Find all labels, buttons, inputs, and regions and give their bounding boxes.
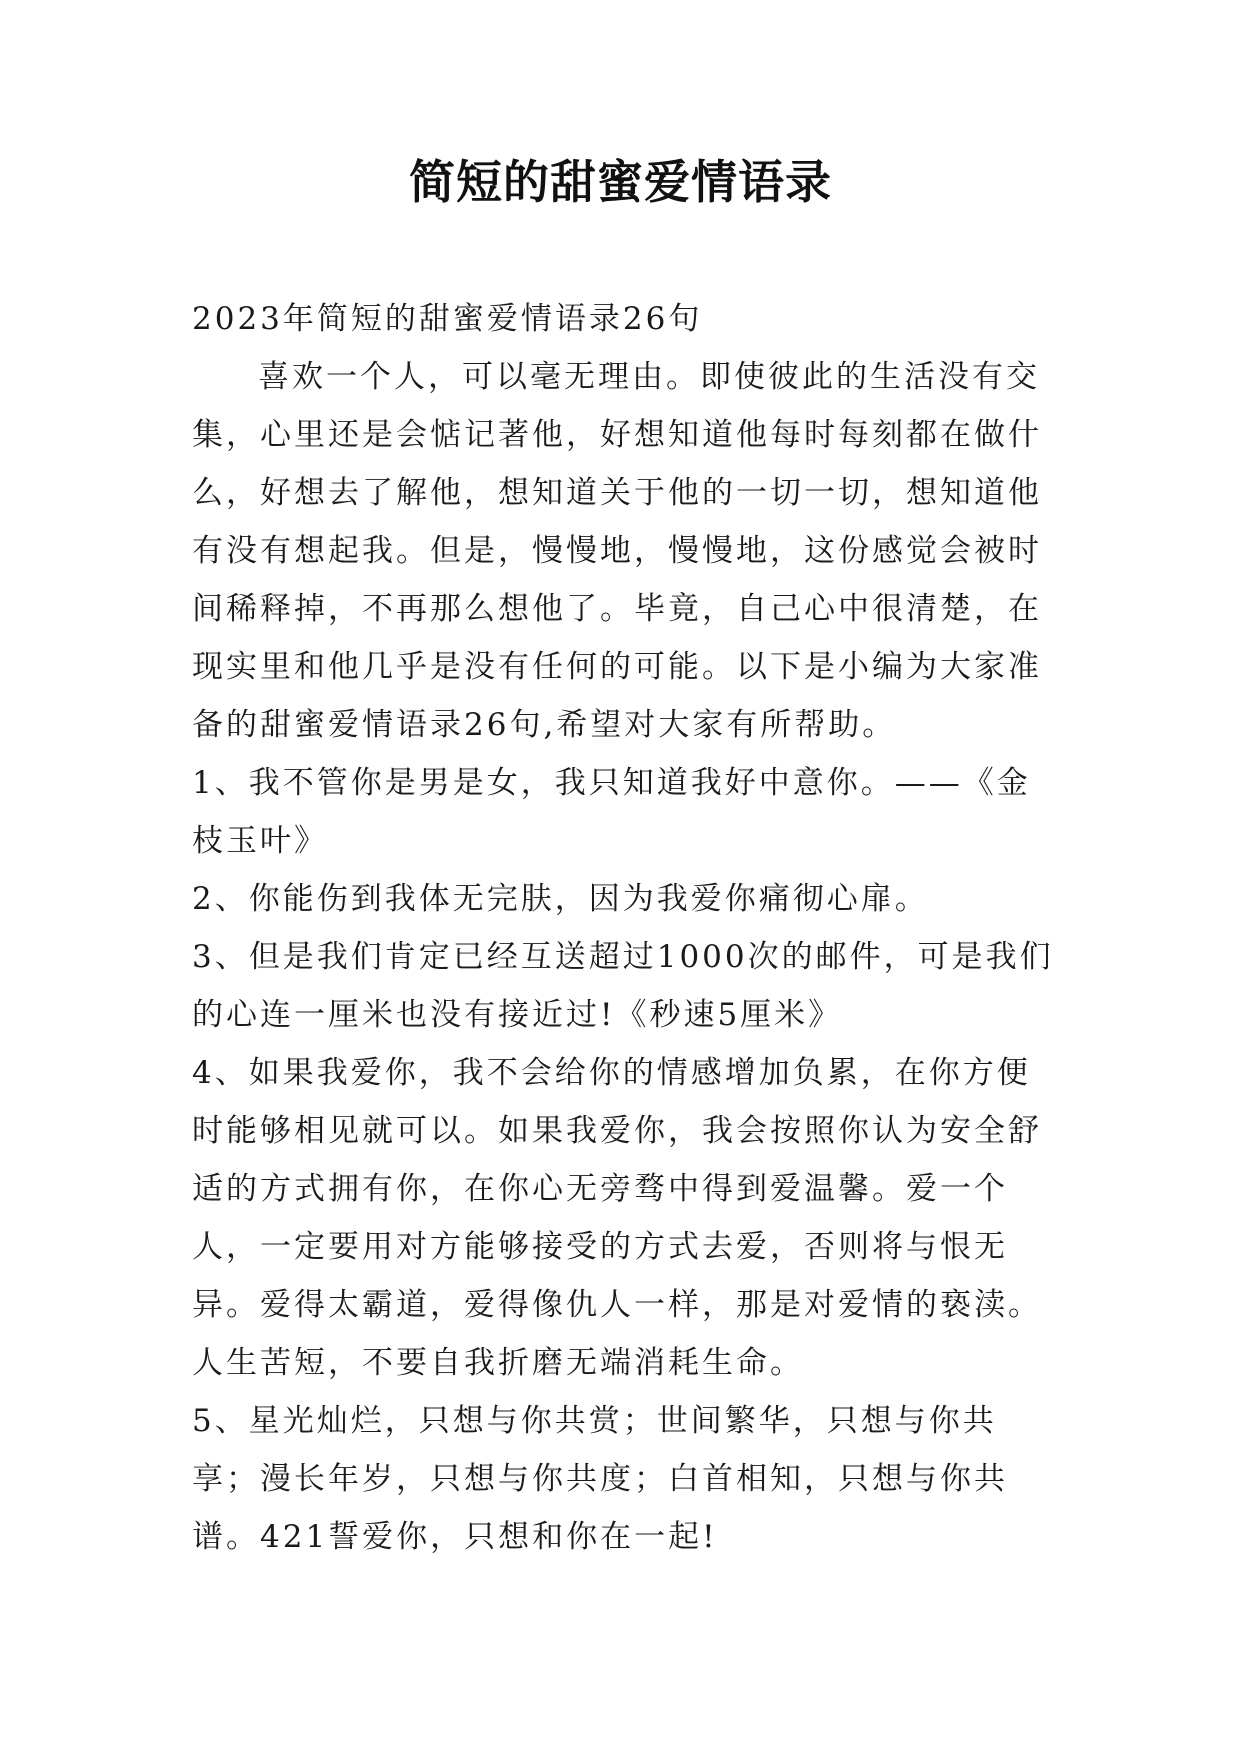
quote-item-2: 2、你能伤到我体无完肤，因为我爱你痛彻心扉。: [192, 881, 929, 917]
intro-paragraph: 喜欢一个人，可以毫无理由。即使彼此的生活没有交集，心里还是会惦记著他，好想知道他每时每刻都在做什么，好想去了解他，想知道关于他的一切一切，想知道他有没有想起我。但是，慢慢地，慢慢地，这份感觉会被时间稀释掉，不再那么想他了。毕竟，自己心中很清楚，在现实里和他几乎是没有任何的可能。以下是小编为大家准备的甜蜜爱情语录26句,希望对大家有所帮助。: [192, 359, 1042, 743]
document-body: [192, 290, 1062, 1566]
document-title: 简短的甜蜜爱情语录: [409, 155, 832, 209]
quote-item-3: 3、但是我们肯定已经互送超过1000次的邮件，可是我们的心连一厘米也没有接近过!《秒速5厘米》: [192, 939, 1054, 1033]
document-subtitle: 2023年简短的甜蜜爱情语录26句: [192, 301, 703, 337]
quote-item-4: 4、如果我爱你，我不会给你的情感增加负累，在你方便时能够相见就可以。如果我爱你，我会按照你认为安全舒适的方式拥有你，在你心无旁骛中得到爱温馨。爱一个人，一定要用对方能够接受的方式去爱，否则将与恨无异。爱得太霸道，爱得像仇人一样，那是对爱情的亵渎。人生苦短，不要自我折磨无端消耗生命。: [192, 1055, 1042, 1381]
quote-item-1: 1、我不管你是男是女，我只知道我好中意你。——《金枝玉叶》: [192, 765, 1031, 859]
quote-item-5: 5、星光灿烂，只想与你共赏；世间繁华，只想与你共享；漫长年岁，只想与你共度；白首相知，只想与你共谱。421誓爱你，只想和你在一起!: [192, 1403, 1008, 1555]
